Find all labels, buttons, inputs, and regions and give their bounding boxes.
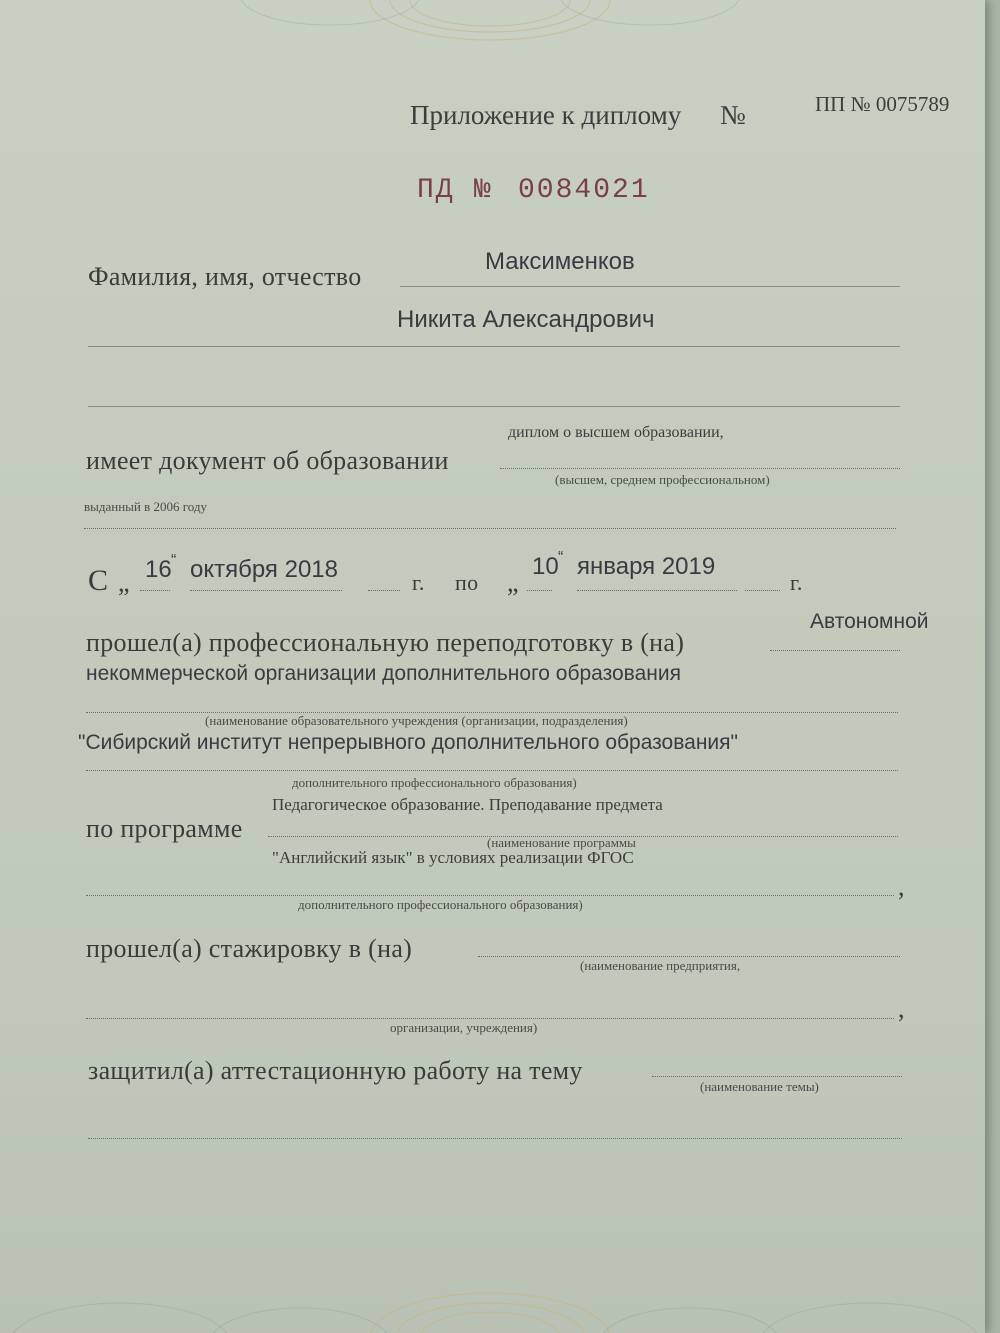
org-dots-2 bbox=[86, 770, 898, 771]
org-hint-2: дополнительного профессионального образования) bbox=[292, 775, 577, 790]
guilloche-top-ornament bbox=[0, 0, 985, 70]
internship-comma: , bbox=[898, 994, 905, 1023]
internship-dots-1 bbox=[478, 956, 900, 957]
retraining-label: прошел(а) профессиональную переподготовку в (на) bbox=[86, 628, 685, 657]
number-sign: № bbox=[720, 100, 746, 130]
date-from-quote-open: „ bbox=[118, 568, 130, 597]
internship-hint-2: организации, учреждения) bbox=[390, 1020, 538, 1035]
date-to-month-year: января 2019 bbox=[577, 553, 716, 580]
date-from-month-year: октября 2018 bbox=[190, 556, 338, 583]
internship-label: прошел(а) стажировку в (на) bbox=[86, 934, 413, 963]
guilloche-bottom-ornament bbox=[0, 1263, 985, 1333]
education-hint: (высшем, среднем профессиональном) bbox=[555, 472, 770, 487]
appendix-title: Приложение к диплому bbox=[410, 100, 682, 130]
to-year-dots bbox=[745, 590, 780, 591]
date-to-day: 10 bbox=[532, 553, 559, 580]
fio-underline-3 bbox=[88, 406, 900, 407]
to-day-dots bbox=[527, 590, 552, 591]
from-month-dots bbox=[190, 590, 342, 591]
internship-dots-2 bbox=[86, 1018, 894, 1019]
from-year-dots bbox=[368, 590, 400, 591]
serial-sign: № bbox=[474, 175, 493, 206]
thesis-hint: (наименование темы) bbox=[700, 1079, 819, 1094]
program-hint-1: (наименование программы bbox=[487, 835, 636, 850]
thesis-dots-1 bbox=[652, 1076, 902, 1077]
thesis-dots-2 bbox=[88, 1138, 902, 1139]
diploma-number: ПП № 0075789 bbox=[815, 92, 950, 116]
year-suffix-2: г. bbox=[790, 570, 803, 595]
given-names-value: Никита Александрович bbox=[397, 306, 655, 333]
org-line-2: некоммерческой организации дополнительного образования bbox=[86, 662, 681, 685]
program-line-2: "Английский язык" в условиях реализации ФГОС bbox=[272, 848, 634, 867]
org-line-1: Автономной bbox=[810, 610, 929, 633]
date-to-quote-close: “ bbox=[558, 549, 564, 566]
org-line-3: "Сибирский институт непрерывного дополнительного образования" bbox=[78, 731, 738, 754]
org-hint: (наименование образовательного учреждения (организации, подразделения) bbox=[205, 713, 628, 728]
program-dots-2 bbox=[86, 895, 894, 896]
date-from-prefix: С bbox=[88, 564, 109, 597]
thesis-label: защитил(а) аттестационную работу на тему bbox=[88, 1056, 583, 1085]
program-comma: , bbox=[898, 872, 905, 901]
fio-underline-2 bbox=[88, 346, 900, 347]
date-from-day: 16 bbox=[145, 556, 172, 583]
date-to-quote-open: „ bbox=[507, 568, 519, 597]
education-label: имеет документ об образовании bbox=[86, 446, 449, 475]
serial-number: 0084021 bbox=[518, 175, 650, 206]
to-month-dots bbox=[577, 590, 737, 591]
from-day-dots bbox=[140, 590, 170, 591]
surname-value: Максименков bbox=[485, 248, 635, 275]
education-dots bbox=[500, 468, 900, 469]
program-hint-2: дополнительного профессионального образования) bbox=[298, 897, 583, 912]
fio-underline-1 bbox=[400, 286, 900, 287]
fio-label: Фамилия, имя, отчество bbox=[88, 262, 362, 291]
program-line-1: Педагогическое образование. Преподавание предмета bbox=[272, 795, 663, 814]
education-issued: выданный в 2006 году bbox=[84, 499, 207, 514]
education-value: диплом о высшем образовании, bbox=[508, 424, 724, 441]
program-label: по программе bbox=[86, 814, 243, 843]
date-to-prefix: по bbox=[455, 570, 479, 595]
issued-dots bbox=[84, 528, 896, 529]
internship-hint-1: (наименование предприятия, bbox=[580, 958, 741, 973]
serial-series: ПД bbox=[417, 175, 455, 206]
retraining-dots bbox=[770, 650, 900, 651]
date-from-quote-close: “ bbox=[171, 552, 177, 569]
year-suffix-1: г. bbox=[412, 570, 425, 595]
